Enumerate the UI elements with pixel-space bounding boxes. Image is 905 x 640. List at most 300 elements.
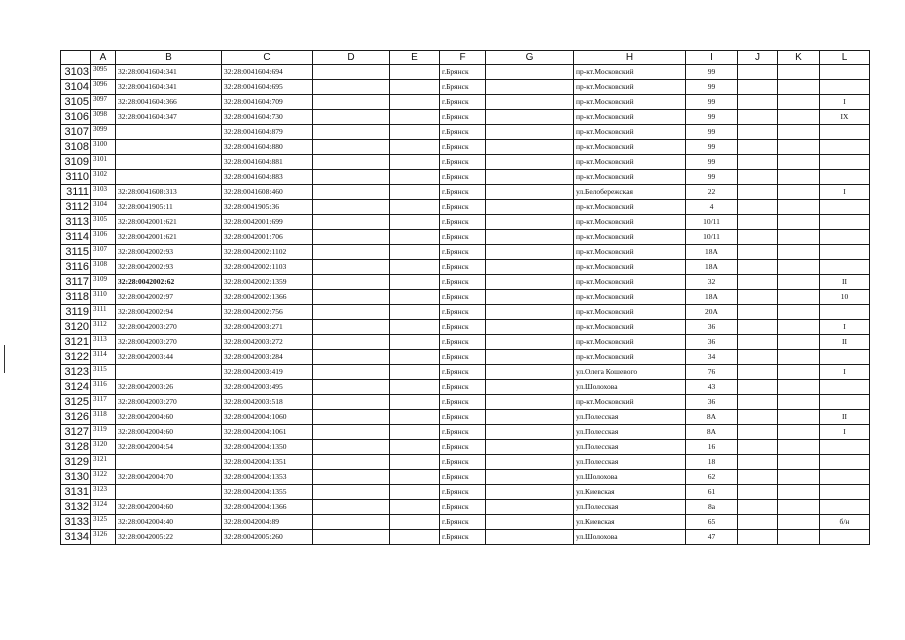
cell-d[interactable] [313, 530, 390, 545]
cell-h[interactable]: ул.Шолохова [574, 470, 686, 485]
cell-c[interactable]: 32:28:0042001:699 [222, 215, 313, 230]
cell-l[interactable]: IX [820, 110, 870, 125]
cell-g[interactable] [486, 410, 574, 425]
cell-k[interactable] [778, 305, 820, 320]
cell-b[interactable]: 32:28:0042003:270 [116, 320, 222, 335]
column-header-a[interactable]: A [91, 51, 116, 65]
cell-b[interactable] [116, 155, 222, 170]
row-number[interactable]: 3112 [61, 200, 91, 215]
cell-f[interactable]: г.Брянск [440, 425, 486, 440]
cell-g[interactable] [486, 110, 574, 125]
cell-e[interactable] [390, 95, 440, 110]
cell-d[interactable] [313, 515, 390, 530]
cell-b[interactable]: 32:28:0042004:60 [116, 500, 222, 515]
cell-j[interactable] [738, 485, 778, 500]
cell-k[interactable] [778, 140, 820, 155]
cell-f[interactable]: г.Брянск [440, 350, 486, 365]
cell-h[interactable]: ул.Киевская [574, 515, 686, 530]
cell-j[interactable] [738, 260, 778, 275]
cell-e[interactable] [390, 290, 440, 305]
cell-b[interactable]: 32:28:0042003:44 [116, 350, 222, 365]
cell-e[interactable] [390, 65, 440, 80]
cell-j[interactable] [738, 80, 778, 95]
cell-g[interactable] [486, 530, 574, 545]
cell-d[interactable] [313, 365, 390, 380]
cell-d[interactable] [313, 485, 390, 500]
cell-f[interactable]: г.Брянск [440, 455, 486, 470]
cell-k[interactable] [778, 260, 820, 275]
cell-b[interactable]: 32:28:0041608:313 [116, 185, 222, 200]
cell-j[interactable] [738, 170, 778, 185]
cell-i[interactable]: 99 [686, 95, 738, 110]
cell-e[interactable] [390, 170, 440, 185]
cell-f[interactable]: г.Брянск [440, 500, 486, 515]
cell-e[interactable] [390, 140, 440, 155]
cell-i[interactable]: 61 [686, 485, 738, 500]
cell-h[interactable]: ул.Шолохова [574, 380, 686, 395]
cell-k[interactable] [778, 215, 820, 230]
cell-b[interactable] [116, 125, 222, 140]
cell-l[interactable] [820, 155, 870, 170]
cell-d[interactable] [313, 380, 390, 395]
cell-h[interactable]: пр-кт.Московский [574, 275, 686, 290]
cell-h[interactable]: пр-кт.Московский [574, 245, 686, 260]
cell-j[interactable] [738, 350, 778, 365]
cell-j[interactable] [738, 245, 778, 260]
cell-c[interactable]: 32:28:0041604:879 [222, 125, 313, 140]
cell-c[interactable]: 32:28:0041604:883 [222, 170, 313, 185]
cell-f[interactable]: г.Брянск [440, 140, 486, 155]
cell-j[interactable] [738, 95, 778, 110]
cell-h[interactable]: пр-кт.Московский [574, 350, 686, 365]
cell-c[interactable]: 32:28:0041604:694 [222, 65, 313, 80]
cell-h[interactable]: пр-кт.Московский [574, 260, 686, 275]
cell-l[interactable]: 10 [820, 290, 870, 305]
cell-f[interactable]: г.Брянск [440, 230, 486, 245]
cell-c[interactable]: 32:28:0041604:695 [222, 80, 313, 95]
cell-f[interactable]: г.Брянск [440, 335, 486, 350]
cell-k[interactable] [778, 485, 820, 500]
cell-j[interactable] [738, 290, 778, 305]
cell-i[interactable]: 36 [686, 335, 738, 350]
cell-b[interactable]: 32:28:0042004:70 [116, 470, 222, 485]
cell-j[interactable] [738, 365, 778, 380]
cell-l[interactable] [820, 530, 870, 545]
cell-b[interactable]: 32:28:0042005:22 [116, 530, 222, 545]
cell-l[interactable]: б/н [820, 515, 870, 530]
cell-h[interactable]: ул.Олега Кошевого [574, 365, 686, 380]
cell-g[interactable] [486, 440, 574, 455]
row-number[interactable]: 3126 [61, 410, 91, 425]
row-number[interactable]: 3120 [61, 320, 91, 335]
cell-f[interactable]: г.Брянск [440, 440, 486, 455]
cell-h[interactable]: ул.Полесская [574, 410, 686, 425]
cell-f[interactable]: г.Брянск [440, 95, 486, 110]
cell-j[interactable] [738, 440, 778, 455]
cell-h[interactable]: ул.Полесская [574, 500, 686, 515]
cell-g[interactable] [486, 470, 574, 485]
cell-d[interactable] [313, 215, 390, 230]
cell-a[interactable]: 3099 [91, 125, 116, 140]
cell-g[interactable] [486, 290, 574, 305]
cell-c[interactable]: 32:28:0042004:1353 [222, 470, 313, 485]
row-number[interactable]: 3123 [61, 365, 91, 380]
cell-l[interactable] [820, 125, 870, 140]
cell-k[interactable] [778, 320, 820, 335]
cell-j[interactable] [738, 215, 778, 230]
cell-e[interactable] [390, 530, 440, 545]
cell-k[interactable] [778, 245, 820, 260]
cell-f[interactable]: г.Брянск [440, 395, 486, 410]
cell-k[interactable] [778, 335, 820, 350]
cell-e[interactable] [390, 425, 440, 440]
cell-j[interactable] [738, 410, 778, 425]
cell-i[interactable]: 99 [686, 125, 738, 140]
cell-h[interactable]: ул.Киевская [574, 485, 686, 500]
cell-h[interactable]: пр-кт.Московский [574, 335, 686, 350]
cell-c[interactable]: 32:28:0042002:1103 [222, 260, 313, 275]
cell-l[interactable] [820, 485, 870, 500]
cell-b[interactable]: 32:28:0042004:60 [116, 410, 222, 425]
cell-i[interactable]: 99 [686, 170, 738, 185]
cell-a[interactable]: 3104 [91, 200, 116, 215]
cell-d[interactable] [313, 425, 390, 440]
cell-a[interactable]: 3096 [91, 80, 116, 95]
cell-c[interactable]: 32:28:0042004:1366 [222, 500, 313, 515]
cell-a[interactable]: 3121 [91, 455, 116, 470]
cell-b[interactable]: 32:28:0042001:621 [116, 230, 222, 245]
cell-i[interactable]: 62 [686, 470, 738, 485]
cell-h[interactable]: пр-кт.Московский [574, 95, 686, 110]
cell-g[interactable] [486, 215, 574, 230]
cell-g[interactable] [486, 155, 574, 170]
cell-j[interactable] [738, 65, 778, 80]
cell-a[interactable]: 3107 [91, 245, 116, 260]
cell-g[interactable] [486, 245, 574, 260]
cell-d[interactable] [313, 260, 390, 275]
cell-d[interactable] [313, 395, 390, 410]
cell-i[interactable]: 20А [686, 305, 738, 320]
cell-g[interactable] [486, 95, 574, 110]
cell-i[interactable]: 18А [686, 290, 738, 305]
cell-c[interactable]: 32:28:0041604:880 [222, 140, 313, 155]
cell-i[interactable]: 18А [686, 260, 738, 275]
row-number[interactable]: 3124 [61, 380, 91, 395]
cell-d[interactable] [313, 455, 390, 470]
cell-d[interactable] [313, 155, 390, 170]
cell-d[interactable] [313, 110, 390, 125]
cell-e[interactable] [390, 125, 440, 140]
cell-d[interactable] [313, 275, 390, 290]
cell-l[interactable]: I [820, 95, 870, 110]
cell-i[interactable]: 99 [686, 65, 738, 80]
cell-d[interactable] [313, 65, 390, 80]
cell-i[interactable]: 99 [686, 80, 738, 95]
cell-b[interactable]: 32:28:0042002:62 [116, 275, 222, 290]
cell-a[interactable]: 3113 [91, 335, 116, 350]
cell-f[interactable]: г.Брянск [440, 380, 486, 395]
cell-l[interactable]: I [820, 425, 870, 440]
cell-h[interactable]: пр-кт.Московский [574, 305, 686, 320]
row-number[interactable]: 3114 [61, 230, 91, 245]
row-number[interactable]: 3127 [61, 425, 91, 440]
cell-g[interactable] [486, 80, 574, 95]
cell-a[interactable]: 3123 [91, 485, 116, 500]
row-number[interactable]: 3129 [61, 455, 91, 470]
cell-b[interactable]: 32:28:0042002:97 [116, 290, 222, 305]
cell-l[interactable]: II [820, 335, 870, 350]
cell-b[interactable]: 32:28:0042003:270 [116, 335, 222, 350]
row-number[interactable]: 3130 [61, 470, 91, 485]
row-number[interactable]: 3131 [61, 485, 91, 500]
cell-d[interactable] [313, 80, 390, 95]
row-number[interactable]: 3107 [61, 125, 91, 140]
cell-e[interactable] [390, 380, 440, 395]
column-header-g[interactable]: G [486, 51, 574, 65]
cell-f[interactable]: г.Брянск [440, 170, 486, 185]
cell-a[interactable]: 3112 [91, 320, 116, 335]
cell-i[interactable]: 76 [686, 365, 738, 380]
cell-c[interactable]: 32:28:0042002:1359 [222, 275, 313, 290]
cell-j[interactable] [738, 230, 778, 245]
cell-b[interactable] [116, 485, 222, 500]
cell-h[interactable]: пр-кт.Московский [574, 290, 686, 305]
cell-k[interactable] [778, 170, 820, 185]
cell-j[interactable] [738, 335, 778, 350]
cell-d[interactable] [313, 350, 390, 365]
cell-a[interactable]: 3102 [91, 170, 116, 185]
cell-i[interactable]: 36 [686, 395, 738, 410]
cell-j[interactable] [738, 380, 778, 395]
cell-f[interactable]: г.Брянск [440, 275, 486, 290]
cell-i[interactable]: 18 [686, 455, 738, 470]
cell-i[interactable]: 47 [686, 530, 738, 545]
cell-l[interactable] [820, 80, 870, 95]
cell-c[interactable]: 32:28:0042003:495 [222, 380, 313, 395]
cell-k[interactable] [778, 515, 820, 530]
cell-d[interactable] [313, 245, 390, 260]
cell-k[interactable] [778, 470, 820, 485]
column-header-b[interactable]: B [116, 51, 222, 65]
cell-j[interactable] [738, 110, 778, 125]
cell-k[interactable] [778, 365, 820, 380]
cell-l[interactable] [820, 350, 870, 365]
cell-g[interactable] [486, 395, 574, 410]
cell-a[interactable]: 3108 [91, 260, 116, 275]
cell-g[interactable] [486, 200, 574, 215]
cell-c[interactable]: 32:28:0042004:1351 [222, 455, 313, 470]
cell-j[interactable] [738, 515, 778, 530]
cell-l[interactable] [820, 230, 870, 245]
cell-e[interactable] [390, 245, 440, 260]
cell-l[interactable] [820, 395, 870, 410]
cell-d[interactable] [313, 140, 390, 155]
cell-j[interactable] [738, 155, 778, 170]
cell-j[interactable] [738, 455, 778, 470]
cell-b[interactable]: 32:28:0042001:621 [116, 215, 222, 230]
cell-c[interactable]: 32:28:0041905:36 [222, 200, 313, 215]
cell-g[interactable] [486, 380, 574, 395]
row-number[interactable]: 3132 [61, 500, 91, 515]
cell-f[interactable]: г.Брянск [440, 365, 486, 380]
cell-h[interactable]: пр-кт.Московский [574, 395, 686, 410]
cell-h[interactable]: пр-кт.Московский [574, 140, 686, 155]
cell-a[interactable]: 3097 [91, 95, 116, 110]
cell-i[interactable]: 8А [686, 410, 738, 425]
row-number[interactable]: 3121 [61, 335, 91, 350]
cell-g[interactable] [486, 425, 574, 440]
column-header-h[interactable]: H [574, 51, 686, 65]
row-number[interactable]: 3125 [61, 395, 91, 410]
cell-j[interactable] [738, 140, 778, 155]
cell-a[interactable]: 3098 [91, 110, 116, 125]
cell-l[interactable] [820, 215, 870, 230]
cell-a[interactable]: 3106 [91, 230, 116, 245]
cell-d[interactable] [313, 290, 390, 305]
cell-g[interactable] [486, 230, 574, 245]
cell-j[interactable] [738, 320, 778, 335]
cell-g[interactable] [486, 335, 574, 350]
cell-e[interactable] [390, 230, 440, 245]
cell-l[interactable]: I [820, 365, 870, 380]
cell-a[interactable]: 3115 [91, 365, 116, 380]
column-header-d[interactable]: D [313, 51, 390, 65]
cell-i[interactable]: 99 [686, 140, 738, 155]
cell-i[interactable]: 10/11 [686, 230, 738, 245]
cell-d[interactable] [313, 470, 390, 485]
cell-c[interactable]: 32:28:0042003:419 [222, 365, 313, 380]
cell-k[interactable] [778, 275, 820, 290]
cell-h[interactable]: пр-кт.Московский [574, 80, 686, 95]
cell-k[interactable] [778, 125, 820, 140]
cell-d[interactable] [313, 410, 390, 425]
cell-i[interactable]: 4 [686, 200, 738, 215]
cell-i[interactable]: 65 [686, 515, 738, 530]
cell-c[interactable]: 32:28:0042004:1350 [222, 440, 313, 455]
cell-b[interactable]: 32:28:0042004:40 [116, 515, 222, 530]
cell-h[interactable]: ул.Полесская [574, 440, 686, 455]
cell-e[interactable] [390, 320, 440, 335]
cell-b[interactable]: 32:28:0041604:347 [116, 110, 222, 125]
cell-e[interactable] [390, 470, 440, 485]
cell-c[interactable]: 32:28:0042002:1102 [222, 245, 313, 260]
row-number[interactable]: 3122 [61, 350, 91, 365]
cell-k[interactable] [778, 110, 820, 125]
cell-k[interactable] [778, 455, 820, 470]
cell-k[interactable] [778, 290, 820, 305]
cell-j[interactable] [738, 470, 778, 485]
cell-k[interactable] [778, 185, 820, 200]
cell-f[interactable]: г.Брянск [440, 470, 486, 485]
cell-j[interactable] [738, 425, 778, 440]
cell-b[interactable] [116, 455, 222, 470]
cell-h[interactable]: пр-кт.Московский [574, 125, 686, 140]
row-number[interactable]: 3110 [61, 170, 91, 185]
cell-f[interactable]: г.Брянск [440, 410, 486, 425]
cell-e[interactable] [390, 185, 440, 200]
cell-h[interactable]: пр-кт.Московский [574, 320, 686, 335]
cell-c[interactable]: 32:28:0042001:706 [222, 230, 313, 245]
cell-f[interactable]: г.Брянск [440, 320, 486, 335]
row-number[interactable]: 3105 [61, 95, 91, 110]
cell-f[interactable]: г.Брянск [440, 530, 486, 545]
cell-a[interactable]: 3095 [91, 65, 116, 80]
cell-h[interactable]: ул.Шолохова [574, 530, 686, 545]
cell-e[interactable] [390, 350, 440, 365]
cell-f[interactable]: г.Брянск [440, 185, 486, 200]
cell-b[interactable]: 32:28:0041604:366 [116, 95, 222, 110]
cell-a[interactable]: 3110 [91, 290, 116, 305]
cell-d[interactable] [313, 200, 390, 215]
cell-i[interactable]: 10/11 [686, 215, 738, 230]
cell-l[interactable] [820, 380, 870, 395]
cell-f[interactable]: г.Брянск [440, 260, 486, 275]
row-number[interactable]: 3113 [61, 215, 91, 230]
cell-d[interactable] [313, 230, 390, 245]
row-number[interactable]: 3108 [61, 140, 91, 155]
cell-e[interactable] [390, 485, 440, 500]
cell-k[interactable] [778, 380, 820, 395]
cell-f[interactable]: г.Брянск [440, 200, 486, 215]
cell-c[interactable]: 32:28:0042003:518 [222, 395, 313, 410]
cell-i[interactable]: 8А [686, 425, 738, 440]
row-number[interactable]: 3104 [61, 80, 91, 95]
row-number[interactable]: 3133 [61, 515, 91, 530]
row-number[interactable]: 3111 [61, 185, 91, 200]
row-number[interactable]: 3117 [61, 275, 91, 290]
cell-j[interactable] [738, 200, 778, 215]
cell-k[interactable] [778, 425, 820, 440]
cell-k[interactable] [778, 500, 820, 515]
cell-c[interactable]: 32:28:0042002:756 [222, 305, 313, 320]
column-header-l[interactable]: L [820, 51, 870, 65]
cell-g[interactable] [486, 500, 574, 515]
cell-c[interactable]: 32:28:0041604:881 [222, 155, 313, 170]
row-number[interactable]: 3115 [61, 245, 91, 260]
cell-b[interactable]: 32:28:0042004:60 [116, 425, 222, 440]
cell-j[interactable] [738, 395, 778, 410]
cell-e[interactable] [390, 260, 440, 275]
cell-i[interactable]: 22 [686, 185, 738, 200]
row-number[interactable]: 3134 [61, 530, 91, 545]
cell-a[interactable]: 3117 [91, 395, 116, 410]
cell-h[interactable]: пр-кт.Московский [574, 155, 686, 170]
cell-g[interactable] [486, 320, 574, 335]
cell-a[interactable]: 3124 [91, 500, 116, 515]
cell-h[interactable]: ул.Полесская [574, 455, 686, 470]
cell-b[interactable] [116, 170, 222, 185]
cell-e[interactable] [390, 410, 440, 425]
cell-l[interactable] [820, 245, 870, 260]
cell-k[interactable] [778, 410, 820, 425]
cell-c[interactable]: 32:28:0042003:271 [222, 320, 313, 335]
cell-l[interactable] [820, 470, 870, 485]
cell-d[interactable] [313, 440, 390, 455]
cell-i[interactable]: 32 [686, 275, 738, 290]
cell-k[interactable] [778, 230, 820, 245]
cell-d[interactable] [313, 185, 390, 200]
cell-g[interactable] [486, 485, 574, 500]
corner-header[interactable] [61, 51, 91, 65]
row-number[interactable]: 3119 [61, 305, 91, 320]
cell-h[interactable]: пр-кт.Московский [574, 110, 686, 125]
cell-a[interactable]: 3126 [91, 530, 116, 545]
cell-d[interactable] [313, 95, 390, 110]
cell-l[interactable] [820, 170, 870, 185]
cell-i[interactable]: 99 [686, 110, 738, 125]
cell-f[interactable]: г.Брянск [440, 215, 486, 230]
cell-j[interactable] [738, 305, 778, 320]
